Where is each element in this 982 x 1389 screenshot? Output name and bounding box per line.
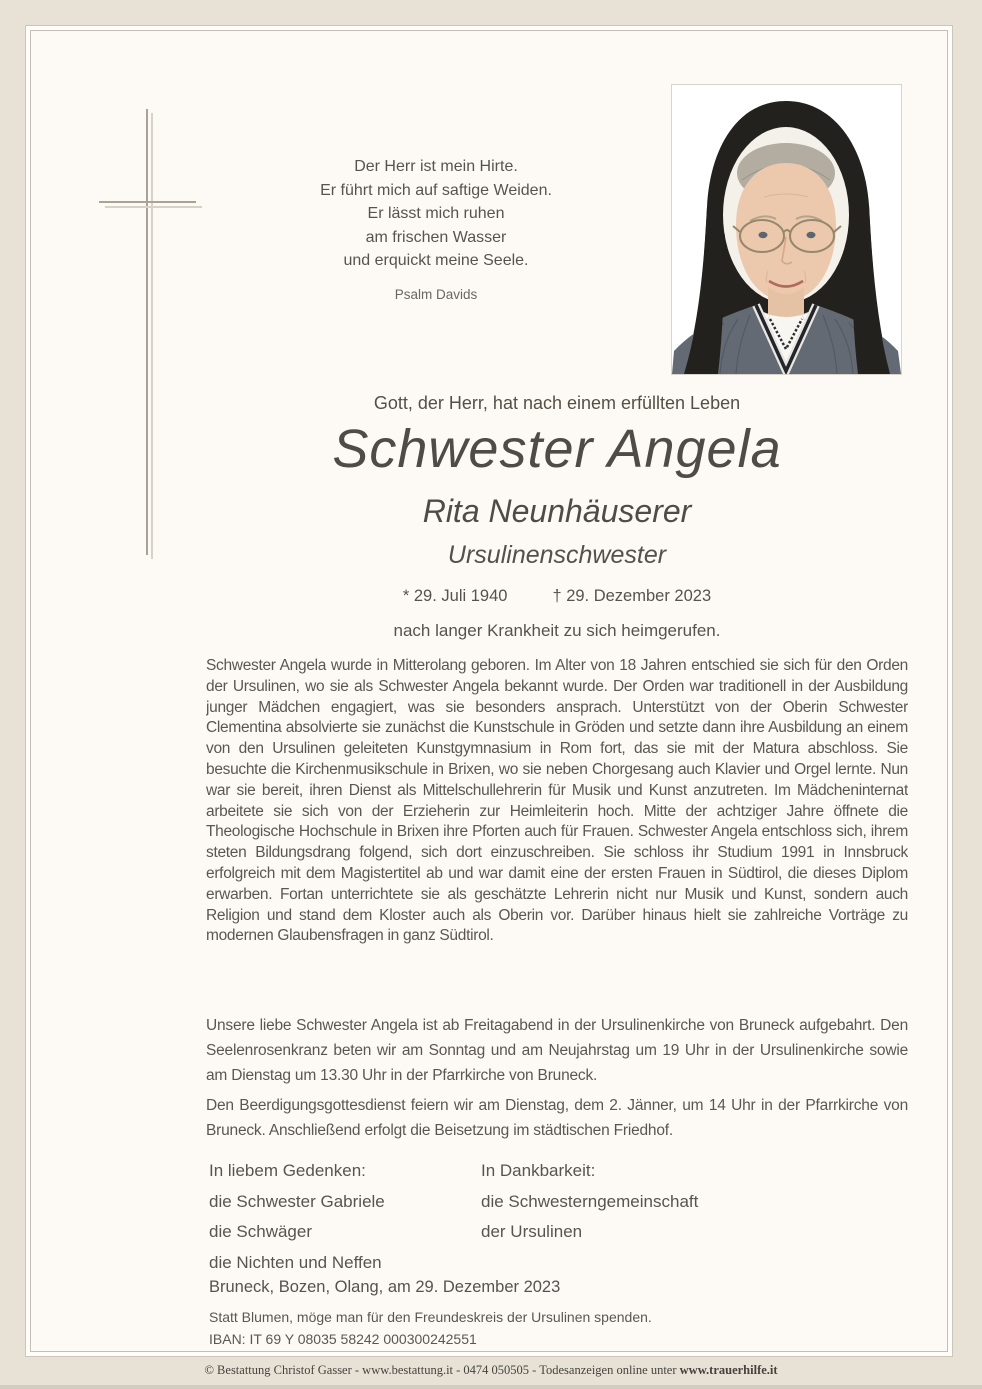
mourners-right-column [481, 1156, 781, 1248]
biography-paragraph: Schwester Angela wurde in Mitterolang geboren. Im Alter von 18 Jahren entschied sie sich für den Orden der Ursulinen, wo sie als Schwester Angela bekannt wurde. Der Orden war traditionell in der Ausbildung junger Mädchen engagiert, was sie besonders ansprach. Unterstützt von der Oberin Schwester Clementina absolvierte sie zunächst die Kunstschule in Gröden und setzte dann ihre Ausbildung an einem von den Ursulinen geleiteten Kunstgymnasium in Rom fort, das sie mit der Matura abschloss. Sie besuchte die Kirchenmusikschule in Brixen, wo sie neben Chorgesang auch Klavier und Orgel lernte. Nun war sie bereit, ihren Dienst als Mittelschullehrerin für Musik und Kunst anzutreten. Im Mädcheninternat arbeitete sie sich von der Erzieherin zur Heimleiterin hoch. Mitte der achtziger Jahre öffnete die Theologische Hochschule in Brixen ihre Pforten auch für Frauen. Schwester Angela entschloss sich, ihrem steten Bildungsdrang folgend, sich dort einzuschreiben. Sie schloss ihr Studium 1991 in Innsbruck erfolgreich mit dem Magistertitel ab und war damit eine der ersten Frauen in Südtirol, die dieses Diplom erwarben. Fortan unterrichtete sie als geschätzte Lehrerin nicht nur Musik und Kunst, sondern auch Religion und stand dem Kloster auch als Oberin vor. Darüber hinaus hielt sie zahlreiche Vorträge zu modernen Glaubensfragen in ganz Südtirol. [206, 657, 908, 945]
poem-attribution: Psalm Davids [394, 287, 478, 302]
funeral-paragraph: Den Beerdigungsgottesdienst feiern wir am Dienstag, dem 2. Jänner, um 14 Uhr in der Pfarrkirche von Bruneck. Anschließend erfolgt die Beisetzung im städtischen Friedhof. [206, 1097, 908, 1139]
portrait-photo [671, 84, 902, 375]
poem-line: und erquickt meine Seele. [343, 252, 529, 269]
mourner-item: der Ursulinen [481, 1222, 583, 1241]
footer-credit-text: © Bestattung Christof Gasser - www.bestattung.it - 0474 050505 - Todesanzeigen online unter [204, 1363, 680, 1377]
mourner-item: die Nichten und Neffen [209, 1252, 382, 1272]
card-frame [25, 25, 953, 1357]
intro-line: Gott, der Herr, hat nach einem erfüllten Leben [373, 393, 741, 413]
mourners-left-title: In liebem Gedenken: [209, 1161, 366, 1180]
poem-line: Er lässt mich ruhen [367, 205, 505, 222]
birth-date: * 29. Juli 1940 [402, 587, 508, 605]
life-dates [206, 587, 908, 606]
bottom-edge-strip [0, 1385, 982, 1389]
poem [256, 155, 616, 273]
iban-line: IBAN: IT 69 Y 08035 58242 000300242551 [209, 1331, 477, 1347]
death-date: † 29. Dezember 2023 [552, 587, 712, 605]
mourner-item: die Schwester Gabriele [209, 1191, 385, 1211]
deceased-name: Schwester Angela [332, 419, 782, 479]
nun-portrait-illustration [672, 85, 901, 374]
footer-link: www.trauerhilfe.it [679, 1363, 778, 1377]
cross-icon [99, 109, 211, 559]
footer-credit [0, 1363, 982, 1378]
wake-paragraph: Unsere liebe Schwester Angela ist ab Freitagabend in der Ursulinenkirche von Bruneck aufgebahrt. Den Seelenrosenkranz beten wir am Sonntag und am Neujahrstag um 19 Uhr in der Ursulinenkirche sowie am Dienstag um 13.30 Uhr in der Pfarrkirche von Bruneck. [206, 1017, 908, 1084]
memorial-card [30, 30, 948, 1352]
poem-line: Er führt mich auf saftige Weiden. [320, 181, 552, 199]
place-date-line: Bruneck, Bozen, Olang, am 29. Dezember 2023 [209, 1278, 561, 1296]
mourners-left-column [209, 1156, 479, 1278]
religious-title: Ursulinenschwester [447, 541, 667, 569]
mourner-item: die Schwäger [209, 1222, 313, 1241]
mourners-right-title: In Dankbarkeit: [481, 1161, 596, 1180]
poem-line: am frischen Wasser [365, 228, 507, 246]
poem-line: Der Herr ist mein Hirte. [354, 158, 518, 175]
mourner-item: die Schwesterngemeinschaft [481, 1191, 699, 1211]
death-cause-line: nach langer Krankheit zu sich heimgerufen. [393, 621, 721, 640]
donation-line: Statt Blumen, möge man für den Freundeskreis der Ursulinen spenden. [209, 1309, 652, 1325]
birth-name: Rita Neunhäuserer [422, 493, 692, 529]
